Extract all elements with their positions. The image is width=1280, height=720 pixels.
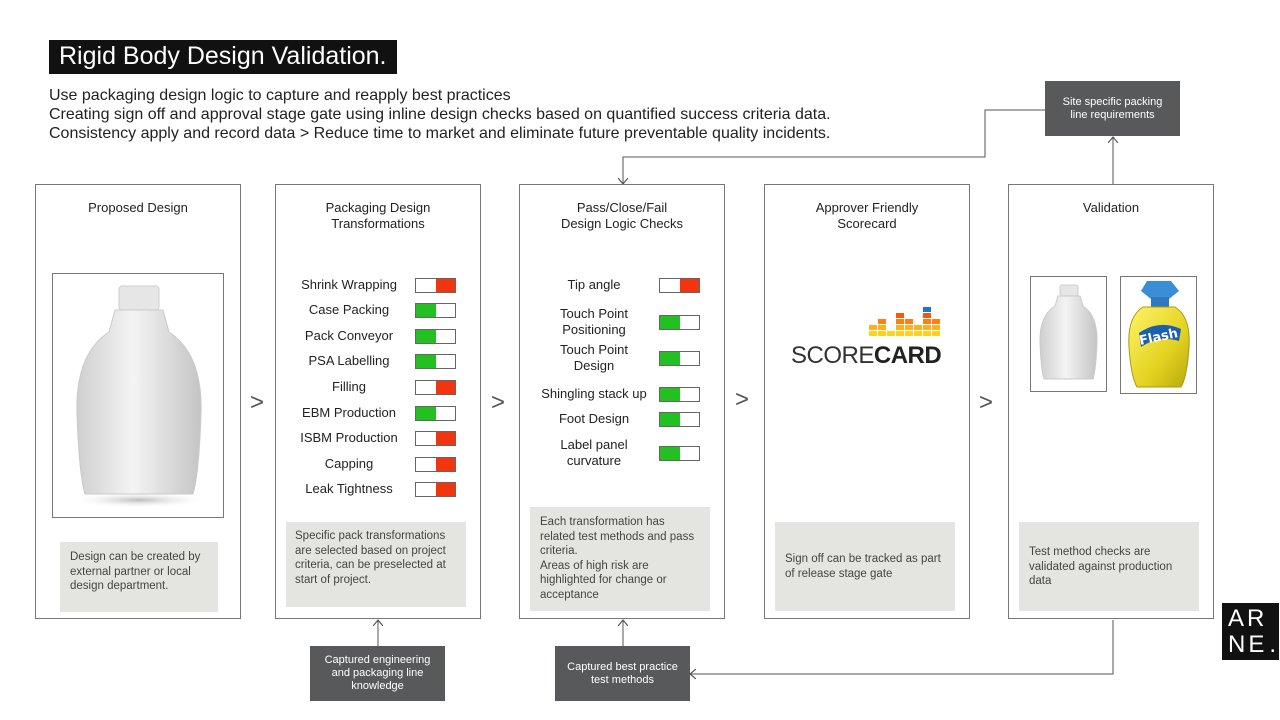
flow-arrow-1: >: [250, 389, 265, 416]
flow-arrow-2: >: [491, 389, 506, 416]
list-item-label: Pack Conveyor: [304, 328, 394, 343]
equalizer-cell: [905, 319, 913, 324]
flow-arrow-3: >: [735, 386, 750, 413]
equalizer-cell: [932, 331, 940, 336]
panel-transformations: [275, 184, 481, 619]
product-brand-text: Flash: [1138, 326, 1180, 349]
status-toggle-green: [415, 354, 456, 369]
connector-site-to-checks: [623, 110, 1045, 183]
list-item-label: Leak Tightness: [305, 481, 393, 496]
list-item-label: Foot Design: [558, 411, 630, 426]
equalizer-cell: [878, 331, 886, 336]
equalizer-cell: [923, 325, 931, 330]
bottle-icon: [53, 274, 223, 517]
logo-dot: .: [1269, 631, 1280, 658]
list-item-label: Touch Point Positioning: [560, 306, 628, 337]
panel-scorecard: [764, 184, 970, 619]
note-scorecard: Sign off can be tracked as part of release stage gate: [775, 522, 955, 611]
panel-title-line-1: Packaging Design: [325, 200, 431, 215]
logo-line-2: [1228, 631, 1280, 658]
status-toggle-red: [415, 431, 456, 446]
status-toggle-green: [659, 412, 700, 427]
panel-title-scorecard: [765, 200, 969, 232]
intro-line-1: Use packaging design logic to capture and reapply best practices: [49, 87, 511, 104]
equalizer-cell: [932, 325, 940, 330]
product-photo: [1120, 276, 1197, 394]
scorecard-logo-text: [791, 343, 941, 369]
panel-title-checks: [520, 200, 724, 232]
equalizer-icon: [869, 293, 941, 339]
status-toggle-red: [415, 482, 456, 497]
panel-title-line-2: Design Logic Checks: [560, 216, 684, 231]
list-item-label: Touch Point Design: [560, 342, 628, 373]
panel-title-validation: Validation: [1082, 200, 1140, 215]
status-toggle-green: [415, 303, 456, 318]
list-item-label: Case Packing: [308, 302, 390, 317]
note-transformations: Specific pack transformations are selected based on project criteria, can be preselected at start of project.: [286, 522, 466, 607]
status-toggle-green: [415, 406, 456, 421]
equalizer-cell: [896, 319, 904, 324]
list-item-label: Label panel curvature: [560, 437, 628, 468]
equalizer-cell: [923, 313, 931, 318]
list-item-label: ISBM Production: [300, 430, 398, 445]
panel-title-line-2: Transformations: [331, 216, 425, 231]
equalizer-cell: [869, 325, 877, 330]
intro-line-3: Consistency apply and record data > Reduce time to market and eliminate future preventable quality incidents.: [49, 125, 831, 142]
status-toggle-red: [415, 278, 456, 293]
scorecard-logo-text-b: CARD: [873, 342, 942, 369]
equalizer-cell: [869, 331, 877, 336]
equalizer-cell: [905, 331, 913, 336]
list-item-label: Shrink Wrapping: [301, 277, 397, 292]
equalizer-cell: [905, 325, 913, 330]
panel-title-line-2: Scorecard: [837, 216, 897, 231]
status-toggle-red: [659, 278, 700, 293]
equalizer-cell: [878, 325, 886, 330]
status-toggle-green: [659, 446, 700, 461]
equalizer-cell: [932, 319, 940, 324]
note-proposed: Design can be created by external partner or local design department.: [60, 542, 218, 612]
box-engineering-knowledge: Captured engineering and packaging line knowledge: [310, 646, 445, 701]
equalizer-cell: [923, 307, 931, 312]
logo-line-1: AR: [1228, 605, 1268, 632]
equalizer-cell: [896, 331, 904, 336]
scorecard-logo-text-a: SCORE: [791, 342, 874, 369]
equalizer-cell: [914, 325, 922, 330]
list-item-label: Tip angle: [567, 277, 621, 292]
panel-title-line-1: Approver Friendly: [815, 200, 919, 215]
status-toggle-green: [659, 351, 700, 366]
box-site-requirements: Site specific packing line requirements: [1045, 81, 1180, 136]
panel-validation: [1008, 184, 1214, 619]
status-toggle-green: [659, 315, 700, 330]
bottle-image: [52, 273, 224, 518]
flow-arrow-4: >: [979, 389, 994, 416]
box-best-practice: Captured best practice test methods: [555, 646, 690, 701]
list-item-label: Shingling stack up: [541, 386, 647, 401]
intro-line-2: Creating sign off and approval stage gate using inline design checks based on quantified success criteria data.: [49, 106, 831, 123]
logo-line-2-text: NE: [1228, 631, 1268, 658]
list-item-label: Filling: [332, 379, 366, 394]
equalizer-cell: [878, 319, 886, 324]
equalizer-cell: [896, 313, 904, 318]
panel-title-proposed: Proposed Design: [88, 200, 188, 215]
status-toggle-red: [415, 457, 456, 472]
validation-bottle-image: [1030, 276, 1107, 392]
panel-title-line-1: Pass/Close/Fail: [576, 200, 668, 215]
list-item-label: Capping: [324, 456, 374, 471]
connector-validation-to-best-practice: [691, 620, 1113, 674]
page-title: Rigid Body Design Validation.: [49, 40, 397, 74]
status-toggle-green: [659, 387, 700, 402]
list-item-label: EBM Production: [302, 405, 396, 420]
bottle-icon: [1031, 277, 1106, 391]
panel-logic-checks: [519, 184, 725, 619]
panel-title-transformations: [276, 200, 480, 232]
note-checks: Each transformation has related test methods and pass criteria. Areas of high risk are highlighted for change or acceptance: [530, 507, 710, 611]
list-item-label: PSA Labelling: [308, 353, 390, 368]
equalizer-cell: [923, 319, 931, 324]
equalizer-cell: [914, 331, 922, 336]
status-toggle-red: [415, 380, 456, 395]
scorecard-logo: [791, 293, 941, 373]
equalizer-cell: [887, 331, 895, 336]
note-validation: Test method checks are validated against production data: [1019, 522, 1199, 611]
equalizer-cell: [923, 331, 931, 336]
arne-logo: [1222, 603, 1279, 660]
status-toggle-green: [415, 329, 456, 344]
equalizer-cell: [896, 325, 904, 330]
panel-proposed-design: [35, 184, 241, 619]
detergent-bottle-icon: [1121, 277, 1196, 393]
